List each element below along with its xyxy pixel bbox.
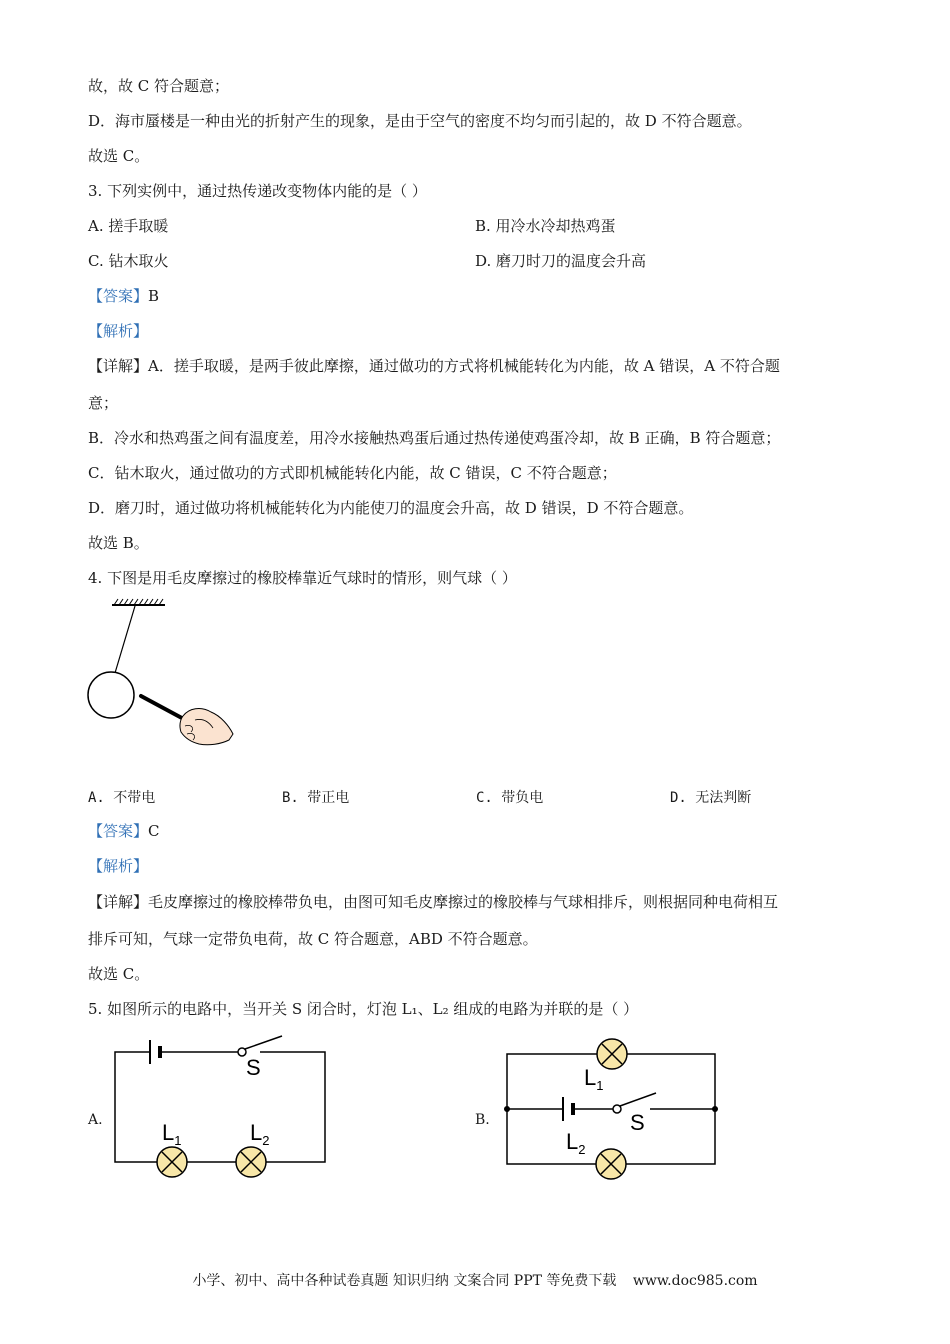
- analysis-tag: 【解析】: [88, 322, 149, 340]
- option-a: A. 搓手取暖: [88, 217, 169, 235]
- lamp-l1-subscript: 1: [596, 1078, 604, 1093]
- svg-text:L2: [566, 1129, 585, 1157]
- text-line: 故，故 C 符合题意；: [88, 77, 230, 95]
- page-footer: [0, 1270, 950, 1290]
- lamp-l1-subscript: 1: [174, 1133, 182, 1148]
- lamp-l2-subscript: 2: [262, 1133, 270, 1148]
- footer-text: 小学、初中、高中各种试卷真题 知识归纳 文案合同 PPT 等免费下载: [192, 1273, 617, 1289]
- option-b: B. 带正电: [282, 790, 350, 806]
- detail-4: [88, 892, 778, 912]
- answer-value: C: [148, 822, 160, 840]
- switch-label: S: [246, 1055, 261, 1080]
- svg-text:L1: [162, 1120, 181, 1148]
- circuit-b: [500, 1032, 725, 1184]
- lamp-l2-label: L: [250, 1120, 263, 1145]
- question-4: 4. 下图是用毛皮摩擦过的橡胶棒靠近气球时的情形，则气球（ ）: [88, 569, 517, 587]
- option-a: A. 不带电: [88, 790, 156, 806]
- lamp-l1-label: L: [584, 1065, 597, 1090]
- answer-4: [88, 821, 160, 841]
- answer-tag: 【答案】: [88, 822, 149, 840]
- detail-text: 毛皮摩擦过的橡胶棒带负电，由图可知毛皮摩擦过的橡胶棒与气球相排斥，则根据同种电荷相互: [148, 893, 779, 911]
- option-c: C. 带负电: [476, 790, 544, 806]
- detail-tag: 【详解】: [88, 357, 149, 375]
- svg-text:L1: [584, 1065, 603, 1093]
- lamp-l2-label: L: [566, 1129, 579, 1154]
- text-line: D．海市蜃楼是一种由光的折射产生的现象，是由于空气的密度不均匀而引起的，故 D 不符合题意。: [88, 112, 752, 130]
- text-line: D．磨刀时，通过做功将机械能转化为内能使刀的温度会升高，故 D 错误，D 不符合题意。: [88, 499, 694, 517]
- detail-text: A．搓手取暖，是两手彼此摩擦，通过做功的方式将机械能转化为内能，故 A 错误，A 不符合题: [148, 357, 780, 375]
- circuit-a: [110, 1030, 335, 1180]
- text-line: 故选 C。: [88, 965, 150, 983]
- detail-3: [88, 356, 780, 376]
- option-d: D. 无法判断: [670, 790, 752, 806]
- answer-value: B: [148, 287, 160, 305]
- question-3: 3. 下列实例中，通过热传递改变物体内能的是（ ）: [88, 182, 427, 200]
- lamp-l2-subscript: 2: [578, 1142, 586, 1157]
- balloon-figure: [85, 598, 245, 758]
- svg-text:L2: [250, 1120, 269, 1148]
- footer-link[interactable]: www.doc985.com: [632, 1273, 758, 1289]
- option-d: D. 磨刀时刀的温度会升高: [475, 252, 647, 270]
- text-line: C．钻木取火，通过做功的方式即机械能转化内能，故 C 错误，C 不符合题意；: [88, 464, 617, 482]
- option-b-label: B.: [475, 1112, 490, 1128]
- text-line: B．冷水和热鸡蛋之间有温度差，用冷水接触热鸡蛋后通过热传递使鸡蛋冷却，故 B 正确，B 符合题意；: [88, 429, 781, 447]
- text-line: 故选 B。: [88, 534, 149, 552]
- detail-tag: 【详解】: [88, 893, 149, 911]
- text-line: 排斥可知，气球一定带负电荷，故 C 符合题意，ABD 不符合题意。: [88, 930, 538, 948]
- switch-label: S: [630, 1110, 645, 1135]
- answer-tag: 【答案】: [88, 287, 149, 305]
- lamp-l1-label: L: [162, 1120, 175, 1145]
- text-line: 故选 C。: [88, 147, 150, 165]
- answer-3: [88, 286, 159, 306]
- option-c: C. 钻木取火: [88, 252, 169, 270]
- analysis-tag: 【解析】: [88, 857, 149, 875]
- option-a-label: A.: [88, 1112, 103, 1128]
- text-line: 意；: [88, 394, 119, 412]
- option-b: B. 用冷水冷却热鸡蛋: [475, 217, 616, 235]
- question-5: 5. 如图所示的电路中，当开关 S 闭合时，灯泡 L₁、L₂ 组成的电路为并联的是（ ）: [88, 1000, 639, 1018]
